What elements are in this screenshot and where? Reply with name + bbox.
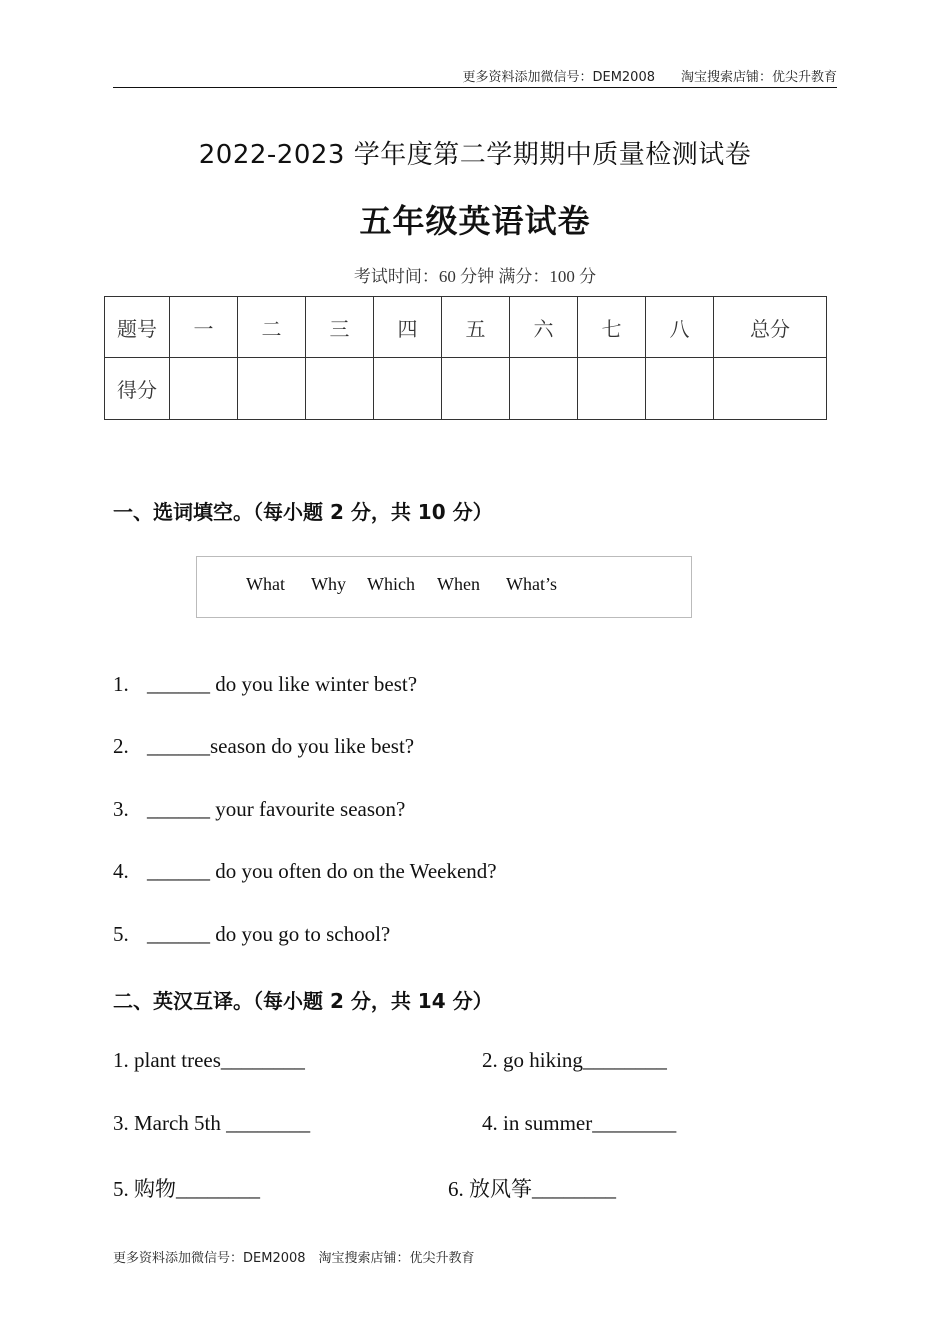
footer-text: 更多资料添加微信号：DEM2008 淘宝搜索店铺：优尖升教育 bbox=[113, 1251, 475, 1266]
score-cell bbox=[646, 358, 714, 420]
score-cell bbox=[306, 358, 374, 420]
word-bank-item: When bbox=[437, 574, 480, 594]
score-cell bbox=[510, 358, 578, 420]
table-cell: 题号 bbox=[105, 297, 170, 358]
question-text: ______season do you like best? bbox=[147, 734, 415, 758]
translation-item: 1. plant trees________ bbox=[113, 1048, 305, 1072]
word-bank-item: What’s bbox=[506, 574, 557, 594]
question-number: 5. bbox=[113, 922, 129, 946]
table-cell: 六 bbox=[510, 297, 578, 358]
table-cell: 二 bbox=[238, 297, 306, 358]
question-3 bbox=[113, 797, 405, 822]
question-text: ______ do you like winter best? bbox=[147, 672, 418, 696]
score-cell bbox=[714, 358, 827, 420]
translation-item: 4. in summer________ bbox=[482, 1111, 677, 1135]
exam-info: 考试时间：60 分钟 满分：100 分 bbox=[353, 267, 597, 286]
question-text: ______ your favourite season? bbox=[147, 797, 406, 821]
exam-subtitle: 五年级英语试卷 bbox=[359, 202, 591, 240]
score-table-header-row bbox=[105, 297, 827, 358]
question-1 bbox=[113, 672, 417, 697]
translation-item: 2. go hiking________ bbox=[482, 1048, 667, 1072]
table-cell: 得分 bbox=[105, 358, 170, 420]
exam-title: 2022-2023 学年度第二学期期中质量检测试卷 bbox=[198, 140, 752, 170]
question-number: 3. bbox=[113, 797, 129, 821]
table-cell: 三 bbox=[306, 297, 374, 358]
translation-item: 5. 购物________ bbox=[113, 1177, 260, 1201]
table-cell: 一 bbox=[170, 297, 238, 358]
score-cell bbox=[374, 358, 442, 420]
question-text: ______ do you go to school? bbox=[147, 922, 391, 946]
translation-item: 6. 放风筝________ bbox=[448, 1177, 616, 1201]
score-cell bbox=[442, 358, 510, 420]
score-table-score-row bbox=[105, 358, 827, 420]
table-cell: 四 bbox=[374, 297, 442, 358]
question-2 bbox=[113, 734, 414, 759]
translation-item: 3. March 5th ________ bbox=[113, 1111, 311, 1135]
score-table bbox=[104, 296, 827, 420]
question-number: 4. bbox=[113, 859, 129, 883]
header-rule bbox=[113, 87, 837, 88]
score-cell bbox=[578, 358, 646, 420]
word-bank-item: Why bbox=[311, 574, 346, 594]
question-4 bbox=[113, 859, 497, 884]
word-bank-item: What bbox=[246, 574, 285, 594]
question-5 bbox=[113, 922, 390, 947]
table-cell: 八 bbox=[646, 297, 714, 358]
score-cell bbox=[238, 358, 306, 420]
question-number: 1. bbox=[113, 672, 129, 696]
section1-title: 一、选词填空。（每小题 2 分，共 10 分） bbox=[113, 500, 493, 524]
table-cell: 七 bbox=[578, 297, 646, 358]
header-text: 更多资料添加微信号：DEM2008 淘宝搜索店铺：优尖升教育 bbox=[462, 70, 837, 85]
table-cell: 总分 bbox=[714, 297, 827, 358]
question-number: 2. bbox=[113, 734, 129, 758]
word-bank-item: Which bbox=[367, 574, 415, 594]
question-text: ______ do you often do on the Weekend? bbox=[147, 859, 497, 883]
score-cell bbox=[170, 358, 238, 420]
table-cell: 五 bbox=[442, 297, 510, 358]
section2-title: 二、英汉互译。（每小题 2 分，共 14 分） bbox=[113, 989, 493, 1013]
